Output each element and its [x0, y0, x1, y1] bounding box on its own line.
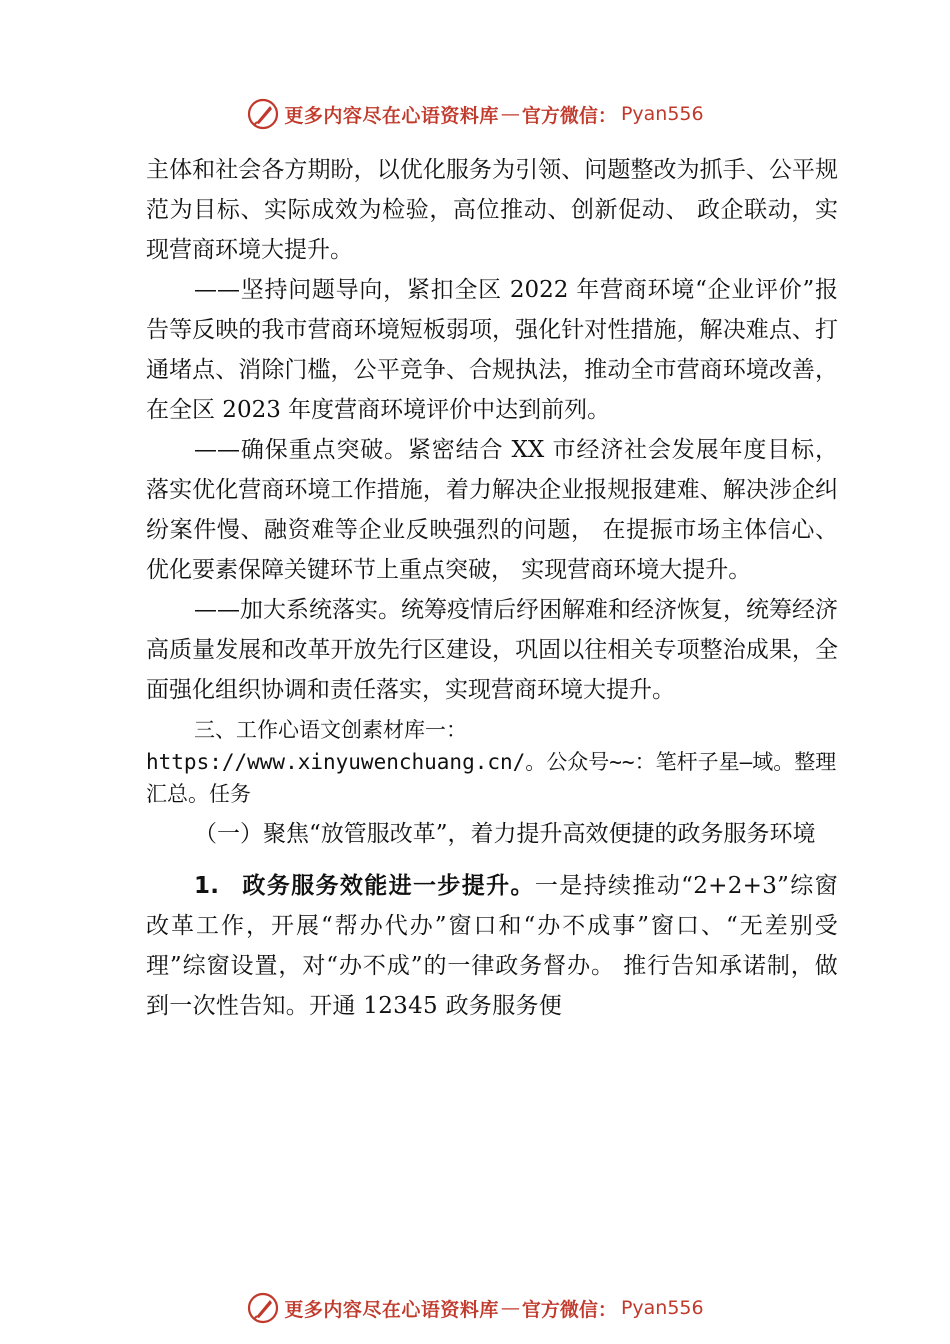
banner-separator: — — [500, 1297, 520, 1319]
item-lead: 政务服务效能进一步提升。 — [241, 873, 535, 899]
list-item — [146, 866, 838, 1026]
wechat-id: Pyan556 — [620, 1297, 704, 1319]
wechat-id: Pyan556 — [620, 103, 704, 125]
quill-pen-icon — [246, 97, 280, 131]
quill-pen-icon — [246, 1291, 280, 1325]
item-body: 一是持续推动“2+2+3”综窗改革工作，开展“帮办代办”窗口和“办不成事”窗口、“无差别受理”综窗设置，对“办不成”的一律政务督办。 推行告知承诺制，做到一次性告知。开通 12345 政务服务便 — [146, 873, 838, 1019]
banner-text: 更多内容尽在心语资料库 — [284, 104, 499, 127]
document-body — [146, 150, 838, 1026]
item-number: 1. — [194, 873, 220, 899]
paragraph: ——加大系统落实。统筹疫情后纾困解难和经济恢复，统筹经济高质量发展和改革开放先行区建设，巩固以往相关专项整治成果，全面强化组织协调和责任落实，实现营商环境大提升。 — [146, 597, 838, 703]
banner-label: 官方微信： — [521, 1298, 617, 1321]
header-banner — [0, 96, 950, 132]
paragraph: ——确保重点突破。紧密结合 XX 市经济社会发展年度目标，落实优化营商环境工作措施，着力解决企业报规报建难、解决涉企纠纷案件慢、融资难等企业反映强烈的问题， 在提振市场主体信心、优化要素保障关键环节上重点突破， 实现营商环境大提升。 — [146, 437, 838, 583]
paragraph: ——坚持问题导向，紧扣全区 2022 年营商环境“企业评价”报告等反映的我市营商环境短板弱项，强化针对性措施，解决难点、打通堵点、消除门槛，公平竞争、合规执法，推动全市营商环境改善，在全区 2023 年度营商环境评价中达到前列。 — [146, 277, 838, 423]
banner-text: 更多内容尽在心语资料库 — [284, 1298, 499, 1321]
section-heading: 三、工作心语文创素材库一：https://www.xinyuwenchuang.cn/。公众号~~：笔杆子星—域。整理汇总。任务 — [146, 718, 837, 806]
subsection-heading: （一）聚焦“放管服改革”，着力提升高效便捷的政务服务环境 — [194, 821, 816, 847]
paragraph: 主体和社会各方期盼，以优化服务为引领、问题整改为抓手、公平规范为目标、实际成效为检验，高位推动、创新促动、 政企联动，实现营商环境大提升。 — [146, 157, 838, 263]
banner-label: 官方微信： — [521, 104, 617, 127]
footer-banner — [0, 1290, 950, 1326]
banner-separator: — — [500, 103, 520, 125]
